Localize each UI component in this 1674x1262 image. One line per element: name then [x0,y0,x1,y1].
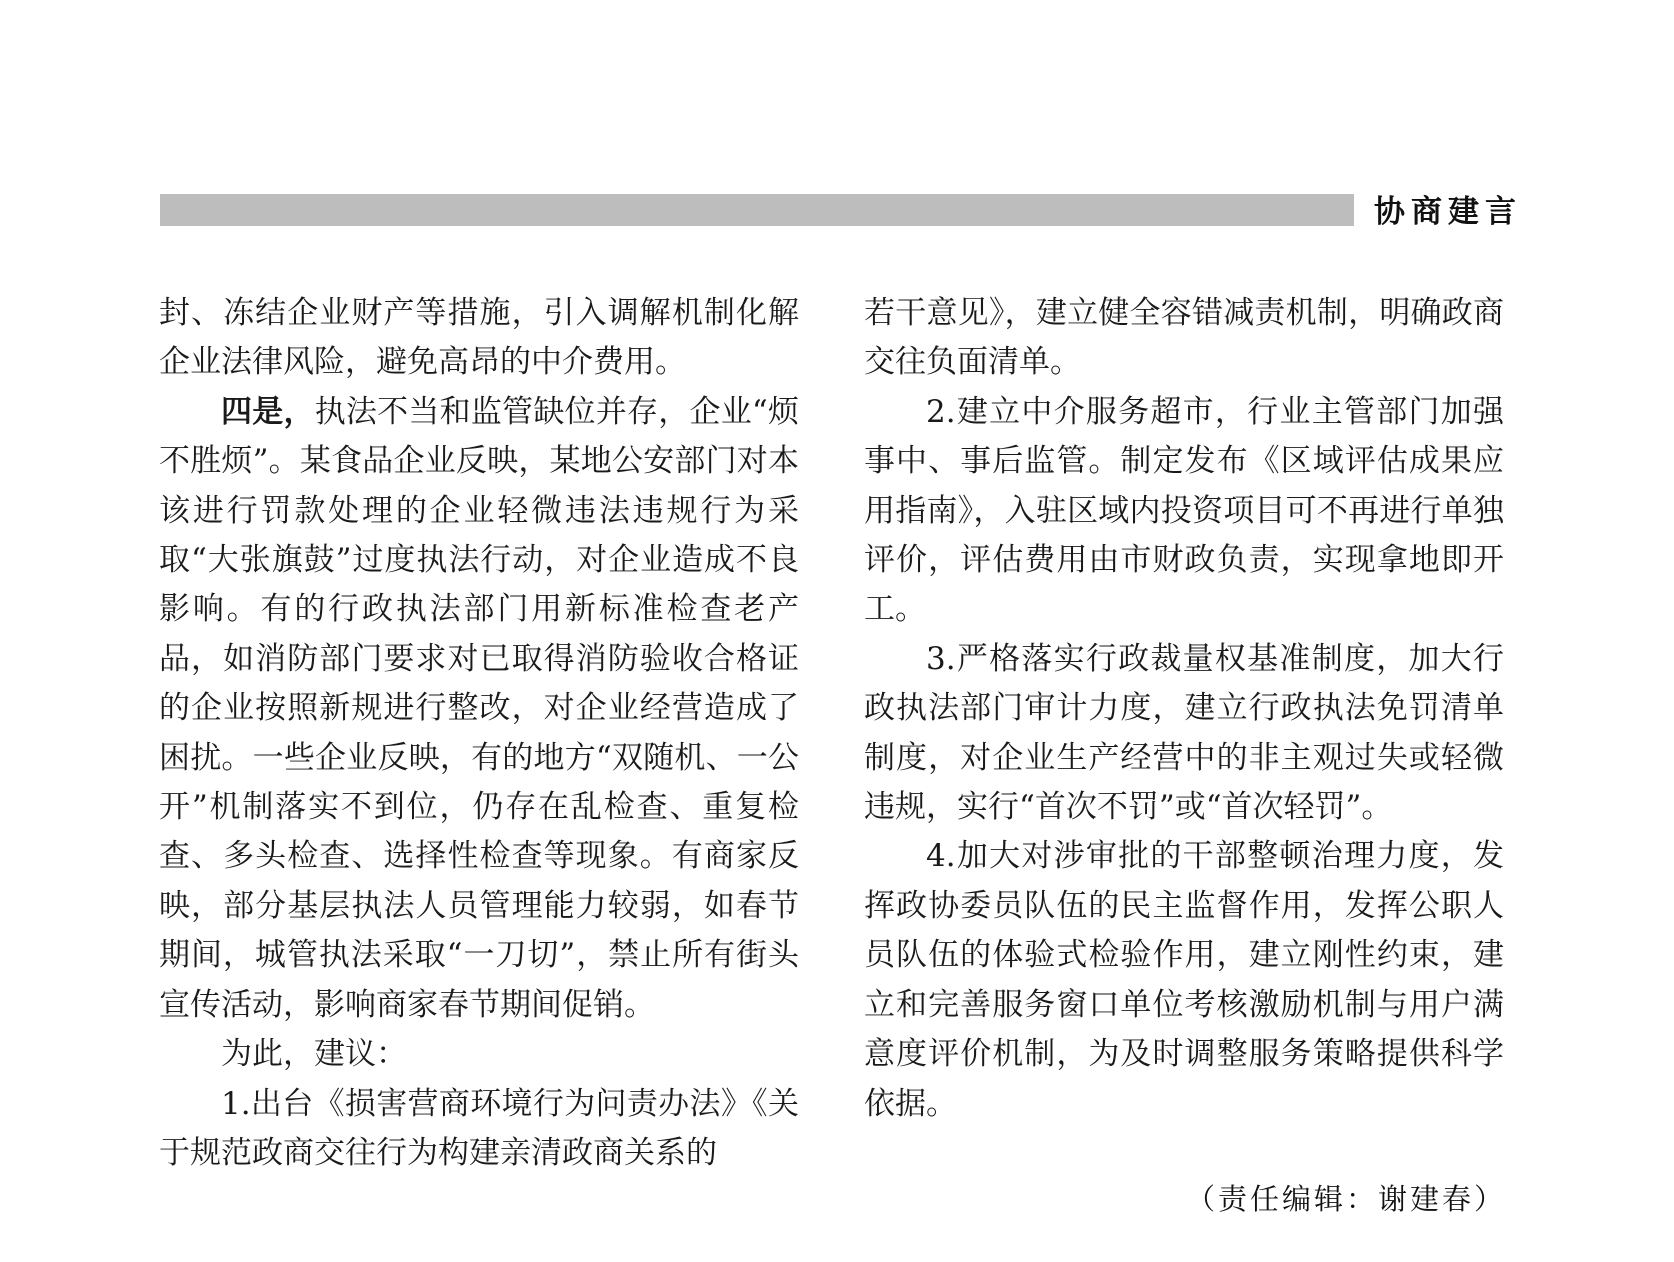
paragraph-continued: 封、冻结企业财产等措施，引入调解机制化解企业法律风险，避免高昂的中介费用。 [159,295,799,381]
paragraph-body: 执法不当和监管缺位并存，企业“烦不胜烦”。某食品企业反映，某地公安部门对本该进行罚款处理的企业轻微违法违规行为采取“大张旗鼓”过度执法行动，对企业造成不良影响。有的行政执法部门用新标准检查老产品，如消防部门要求对已取得消防验收合格证的企业按照新规进行整改，对企业经营造成了困扰。一些企业反映，有的地方“双随机、一公开”机制落实不到位，仍存在乱检查、重复检查、多头检查、选择性检查等现象。有商家反映，部分基层执法人员管理能力较弱，如春节期间，城管执法采取“一刀切”，禁止所有街头宣传活动，影响商家春节期间促销。 [159,393,800,1023]
paragraph-suggestion-1-continued: 若干意见》，建立健全容错减责机制，明确政商交往负面清单。 [864,295,1504,381]
paragraph-suggestion-2: 2.建立中介服务超市，行业主管部门加强事中、事后监管。制定发布《区域评估成果应用指南》，入驻区域内投资项目可不再进行单独评价，评估费用由市财政负责，实现拿地即开工。 [864,393,1504,628]
paragraph-lead: 四是， [221,393,315,430]
paragraph-suggestion-1: 1.出台《损害营商环境行为问责办法》《关于规范政商交往行为构建亲清政商关系的 [159,1085,799,1171]
right-column [864,289,1504,1129]
paragraph-suggestion-intro: 为此，建议： [221,1036,407,1073]
section-title: 协商建言 [1374,194,1522,230]
paragraph-point-four [159,388,799,1030]
paragraph-suggestion-4: 4.加大对涉审批的干部整顿治理力度，发挥政协委员队伍的民主监督作用，发挥公职人员队伍的体验式检验作用，建立刚性约束，建立和完善服务窗口单位考核激励机制与用户满意度评价机制，为及时调整服务策略提供科学依据。 [864,838,1504,1122]
editor-note: （责任编辑：谢建春） [1186,1182,1507,1216]
left-column [159,289,799,1178]
paragraph-suggestion-3: 3.严格落实行政裁量权基准制度，加大行政执法部门审计力度，建立行政执法免罚清单制度，对企业生产经营中的非主观过失或轻微违规，实行“首次不罚”或“首次轻罚”。 [864,640,1504,826]
header-bar [160,194,1354,226]
